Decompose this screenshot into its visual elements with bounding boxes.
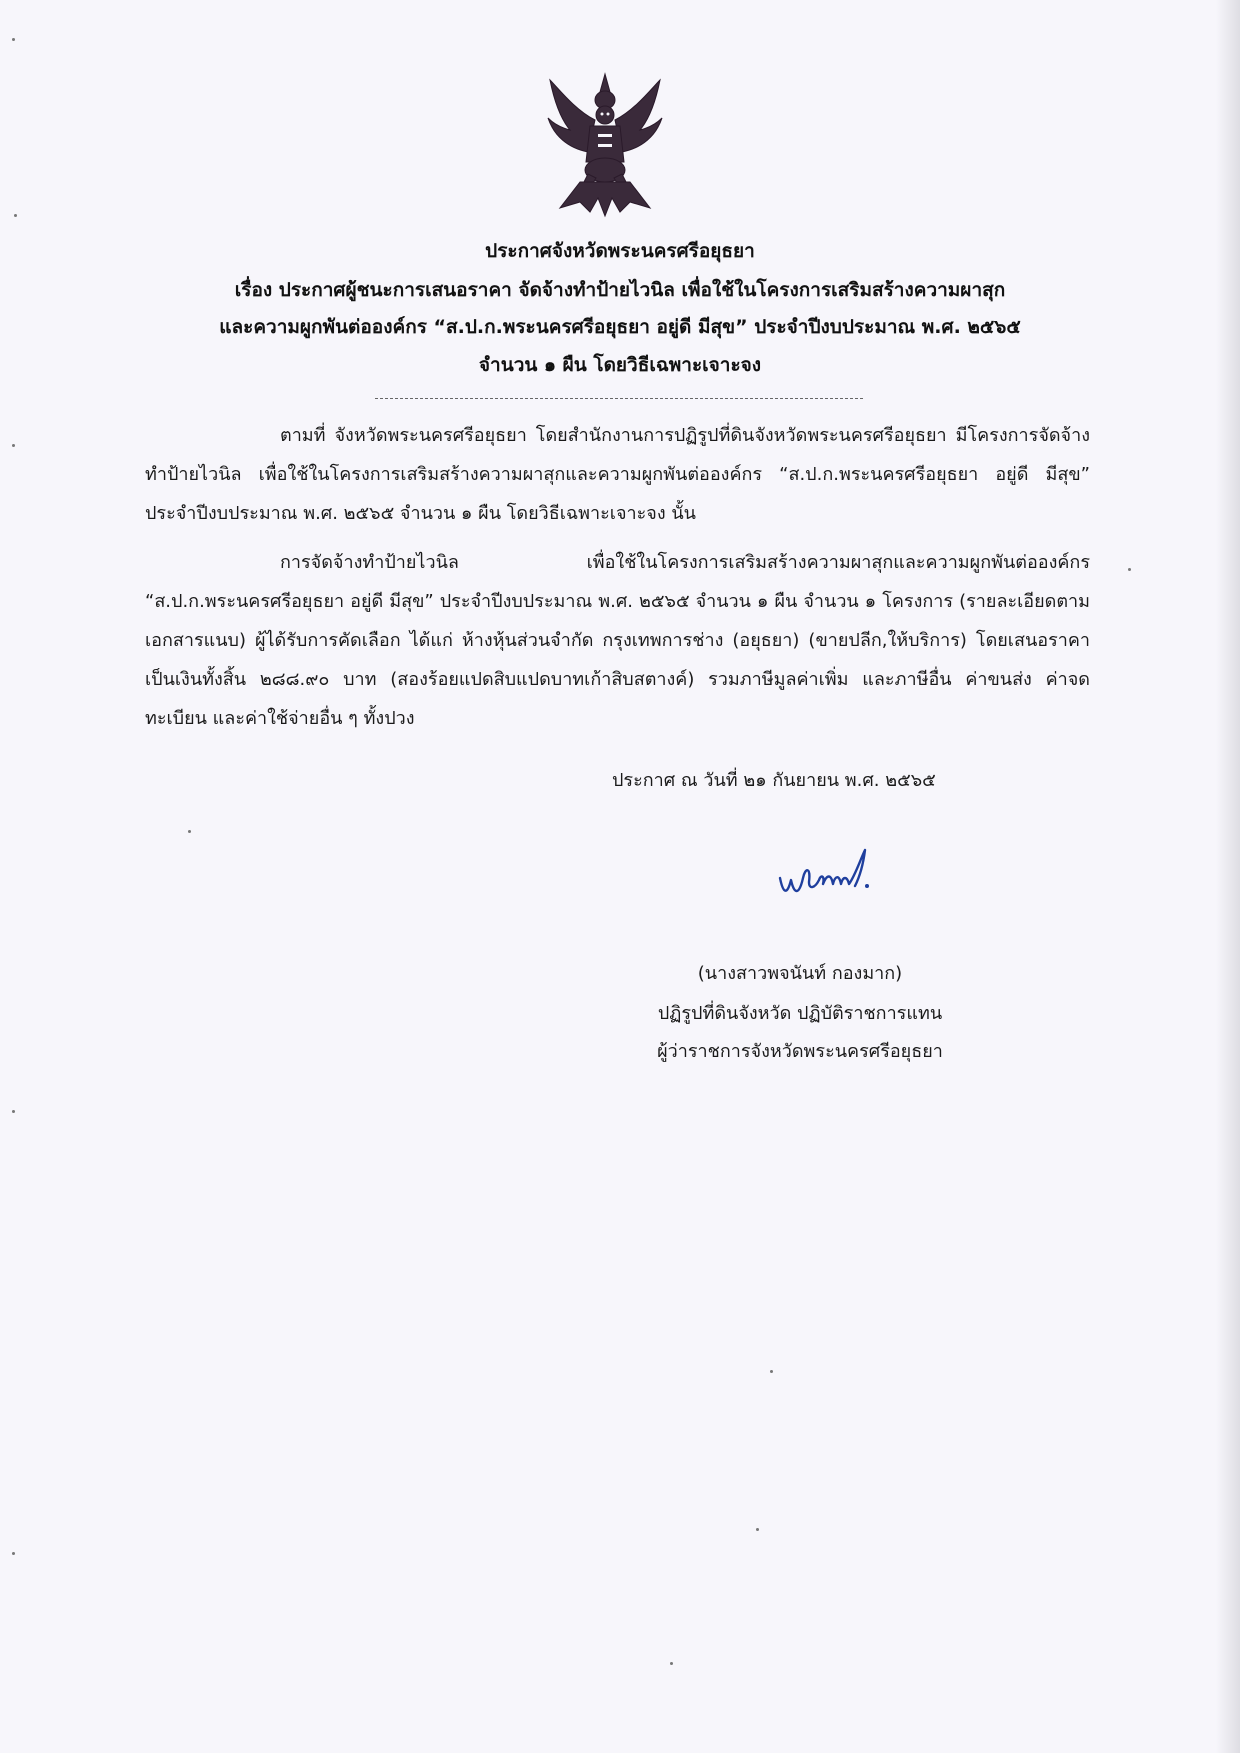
announcement-date: ประกาศ ณ วันที่ ๒๑ กันยายน พ.ศ. ๒๕๖๕ <box>612 770 936 791</box>
garuda-emblem-icon <box>540 70 670 220</box>
scan-speck <box>12 38 15 41</box>
scan-speck <box>14 214 17 217</box>
scan-speck <box>756 1528 759 1531</box>
subject-line-1: เรื่อง ประกาศผู้ชนะการเสนอราคา จัดจ้างทำป้ายไวนิล เพื่อใช้ในโครงการเสริมสร้างความผาสุก <box>234 279 1006 301</box>
dashed-divider <box>375 398 863 399</box>
signer-position-2: ผู้ว่าราชการจังหวัดพระนครศรีอยุธยา <box>657 1041 943 1062</box>
body-paragraph-1: ตามที่ จังหวัดพระนครศรีอยุธยา โดยสำนักงานการปฏิรูปที่ดินจังหวัดพระนครศรีอยุธยา มีโครงการจัดจ้างทำป้ายไวนิล เพื่อใช้ในโครงการเสริมสร้างความผาสุกและความผูกพันต่อองค์กร “ส.ป.ก.พระนครศรีอยุธยา อยู่ดี มีสุข” ประจำปีงบประมาณ พ.ศ. ๒๕๖๕ จำนวน ๑ ผืน โดยวิธีเฉพาะเจาะจง นั้น <box>145 425 1090 524</box>
scan-speck <box>12 1110 15 1113</box>
signer-position-1: ปฏิรูปที่ดินจังหวัด ปฏิบัติราชการแทน <box>657 1003 943 1024</box>
subject-line-3: จำนวน ๑ ผืน โดยวิธีเฉพาะเจาะจง <box>478 354 762 376</box>
scan-edge-shadow <box>1216 0 1240 1753</box>
scan-speck <box>670 1662 673 1665</box>
subject-line-2: และความผูกพันต่อองค์กร “ส.ป.ก.พระนครศรีอยุธยา อยู่ดี มีสุข” ประจำปีงบประมาณ พ.ศ. ๒๕๖๕ <box>219 316 1021 338</box>
scan-speck <box>188 830 191 833</box>
scan-speck <box>12 1552 15 1555</box>
signer-name: (นางสาวพจนันท์ กองมาก) <box>697 963 903 984</box>
scan-speck <box>1128 568 1131 571</box>
scan-speck <box>12 444 15 447</box>
body-paragraph-2: การจัดจ้างทำป้ายไวนิล เพื่อใช้ในโครงการเสริมสร้างความผาสุกและความผูกพันต่อองค์กร “ส.ป.ก.พระนครศรีอยุธยา อยู่ดี มีสุข” ประจำปีงบประมาณ พ.ศ. ๒๕๖๕ จำนวน ๑ ผืน จำนวน ๑ โครงการ (รายละเอียดตามเอกสารแนบ) ผู้ได้รับการคัดเลือก ได้แก่ ห้างหุ้นส่วนจำกัด กรุงเทพการช่าง (อยุธยา) (ขายปลีก,ให้บริการ) โดยเสนอราคา เป็นเงินทั้งสิ้น ๒๘๘.๙๐ บาท (สองร้อยแปดสิบแปดบาทเก้าสิบสตางค์) รวมภาษีมูลค่าเพิ่ม และภาษีอื่น ค่าขนส่ง ค่าจดทะเบียน และค่าใช้จ่ายอื่น ๆ ทั้งปวง <box>145 552 1090 729</box>
document-title: ประกาศจังหวัดพระนครศรีอยุธยา <box>485 240 755 262</box>
handwritten-signature <box>775 838 915 908</box>
scan-speck <box>770 1370 773 1373</box>
